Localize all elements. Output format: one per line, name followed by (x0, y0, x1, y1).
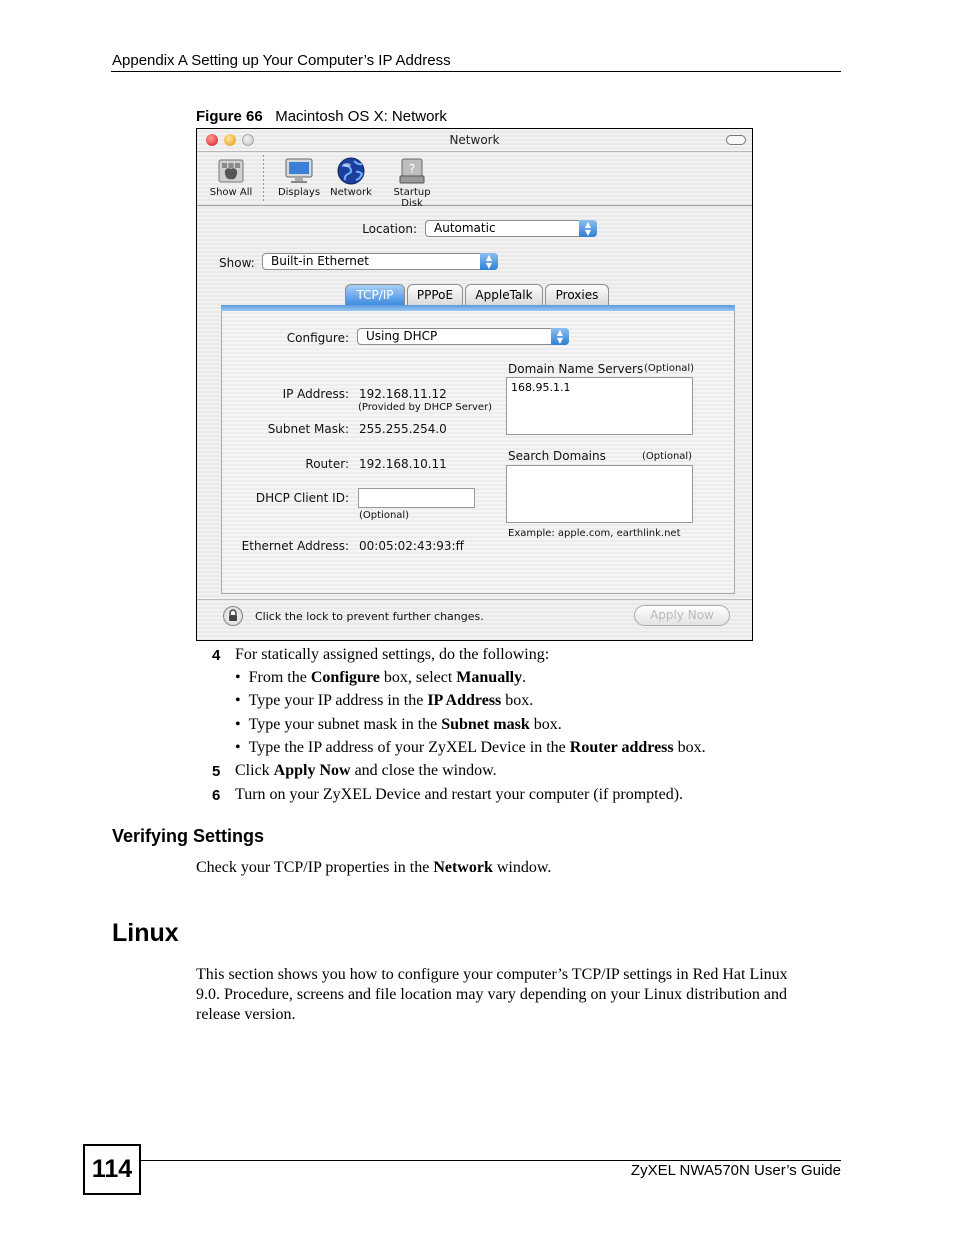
lock-icon[interactable] (223, 606, 243, 626)
location-select[interactable] (425, 220, 597, 237)
bullet-4: • Type the IP address of your ZyXEL Device in the Router address box. (235, 739, 706, 756)
step-5-number: 5 (212, 763, 221, 780)
toolbar-network[interactable] (321, 157, 381, 198)
toolbar-toggle-icon[interactable] (726, 135, 746, 145)
verifying-settings-text (196, 859, 551, 877)
bullet-4-b: Router address (569, 739, 674, 756)
linux-para-line-3: release version. (196, 1006, 296, 1023)
dhcp-client-id-input[interactable] (358, 488, 475, 508)
toolbar-show-all-label: Show All (209, 187, 253, 198)
tab-proxies[interactable]: Proxies (545, 284, 609, 306)
step-5-text (235, 762, 497, 780)
dns-optional: (Optional) (644, 363, 695, 374)
apply-now-button[interactable]: Apply Now (634, 605, 730, 626)
step-6-number: 6 (212, 787, 221, 804)
location-value: Automatic (434, 221, 496, 235)
ip-address-value: 192.168.11.12 (359, 387, 447, 401)
bullet-2-c: box. (501, 692, 534, 709)
linux-heading: Linux (112, 919, 179, 947)
search-domains-label: Search Domains (508, 449, 606, 463)
step-4-number: 4 (212, 647, 221, 664)
subnet-mask-label: Subnet Mask: (267, 422, 349, 436)
bullet-4-a: Type the IP address of your ZyXEL Device in the (248, 739, 570, 756)
panel-top-bar (221, 305, 735, 311)
dhcp-client-id-label: DHCP Client ID: (255, 491, 349, 505)
show-select[interactable] (262, 253, 498, 270)
linux-para-line-2: 9.0. Procedure, screens and file location may vary depending on your Linux distribution and (196, 986, 787, 1003)
globe-icon (336, 157, 366, 185)
bullet-1-c: box, select (379, 669, 457, 686)
bullet-2: • Type your IP address in the IP Address box. (235, 692, 534, 709)
figure-caption-text: Macintosh OS X: Network (275, 108, 447, 125)
disk-icon (397, 157, 427, 185)
figure-label: Figure 66 (196, 108, 263, 125)
toolbar-startup-disk-label: Startup Disk (393, 187, 431, 209)
bullet-1: • From the Configure box, select Manually. (235, 669, 527, 686)
bullet-2-b: IP Address (427, 692, 502, 709)
chevron-updown-icon: ▲ ▼ (579, 220, 597, 237)
footer-rule (141, 1160, 841, 1161)
ip-address-note: (Provided by DHCP Server) (358, 402, 493, 413)
chevron-updown-icon: ▲ ▼ (551, 328, 569, 345)
dhcp-client-id-note: (Optional) (359, 510, 410, 521)
network-window (196, 128, 753, 641)
ethernet-address-label: Ethernet Address: (241, 539, 349, 553)
window-titlebar (197, 129, 752, 152)
search-domains-textarea[interactable] (506, 465, 693, 523)
monitor-icon (284, 157, 314, 185)
bullet-3-b: Subnet mask (441, 716, 530, 733)
configure-select[interactable] (357, 328, 569, 345)
show-value: Built-in Ethernet (271, 254, 369, 268)
step-5-a: Click (235, 762, 274, 779)
chevron-updown-icon: ▲ ▼ (480, 253, 498, 270)
bullet-2-a: Type your IP address in the (248, 692, 428, 709)
toolbar-separator (263, 155, 264, 201)
svg-text:?: ? (408, 162, 416, 176)
header-rule (111, 71, 841, 72)
ethernet-address-value: 00:05:02:43:93:ff (359, 539, 464, 553)
verify-a: Check your TCP/IP properties in the (196, 859, 434, 876)
window-toolbar (197, 151, 752, 209)
dns-textarea[interactable] (506, 377, 693, 435)
lock-text: Click the lock to prevent further changes. (255, 610, 484, 623)
router-label: Router: (305, 457, 349, 471)
bullet-4-c: box. (673, 739, 706, 756)
configure-value: Using DHCP (366, 329, 438, 343)
bullet-1-d: Manually (456, 669, 523, 686)
verifying-settings-heading: Verifying Settings (112, 826, 265, 846)
ip-address-label: IP Address: (282, 387, 349, 401)
step-5-c: and close the window. (350, 762, 497, 779)
toolbar-displays[interactable] (269, 157, 329, 198)
toolbar-startup-disk[interactable] (382, 157, 442, 209)
step-4-text: For statically assigned settings, do the following: (235, 646, 550, 663)
figure-caption (196, 108, 447, 125)
window-title: Network (449, 133, 500, 147)
search-domains-example: Example: apple.com, earthlink.net (508, 528, 681, 539)
bullet-3-a: Type your subnet mask in the (248, 716, 442, 733)
bullet-3-c: box. (529, 716, 562, 733)
page-header-title: Appendix A Setting up Your Computer’s IP Address (112, 52, 451, 69)
location-label: Location: (362, 222, 417, 236)
subnet-mask-value: 255.255.254.0 (359, 422, 447, 436)
toolbar-displays-label: Displays (277, 187, 321, 198)
show-label: Show: (219, 256, 255, 270)
bullet-3: • Type your subnet mask in the Subnet mask box. (235, 716, 562, 733)
toolbar-network-label: Network (330, 187, 372, 198)
configure-label: Configure: (286, 331, 349, 345)
verify-b: Network (433, 859, 493, 876)
bullet-1-b: Configure (310, 669, 380, 686)
search-domains-optional: (Optional) (642, 451, 693, 462)
tab-appletalk[interactable]: AppleTalk (465, 284, 543, 306)
router-value: 192.168.10.11 (359, 457, 447, 471)
verify-c: window. (492, 859, 552, 876)
footer-guide-title: ZyXEL NWA570N User’s Guide (630, 1162, 841, 1179)
bullet-1-e: . (522, 669, 527, 686)
apple-icon (216, 157, 246, 185)
status-divider (197, 599, 752, 600)
dns-label: Domain Name Servers (508, 362, 644, 376)
tab-tcp-ip[interactable]: TCP/IP (345, 284, 405, 306)
toolbar-show-all[interactable] (201, 157, 261, 198)
page-number: 114 (83, 1144, 141, 1195)
step-5-b: Apply Now (273, 762, 351, 779)
tab-pppoe[interactable]: PPPoE (407, 284, 463, 306)
dns-value: 168.95.1.1 (511, 381, 571, 394)
linux-para-line-1: This section shows you how to configure your computer’s TCP/IP settings in Red Hat Linux (196, 966, 788, 983)
step-6-text: Turn on your ZyXEL Device and restart your computer (if prompted). (235, 786, 684, 803)
bullet-1-a: From the (248, 669, 311, 686)
